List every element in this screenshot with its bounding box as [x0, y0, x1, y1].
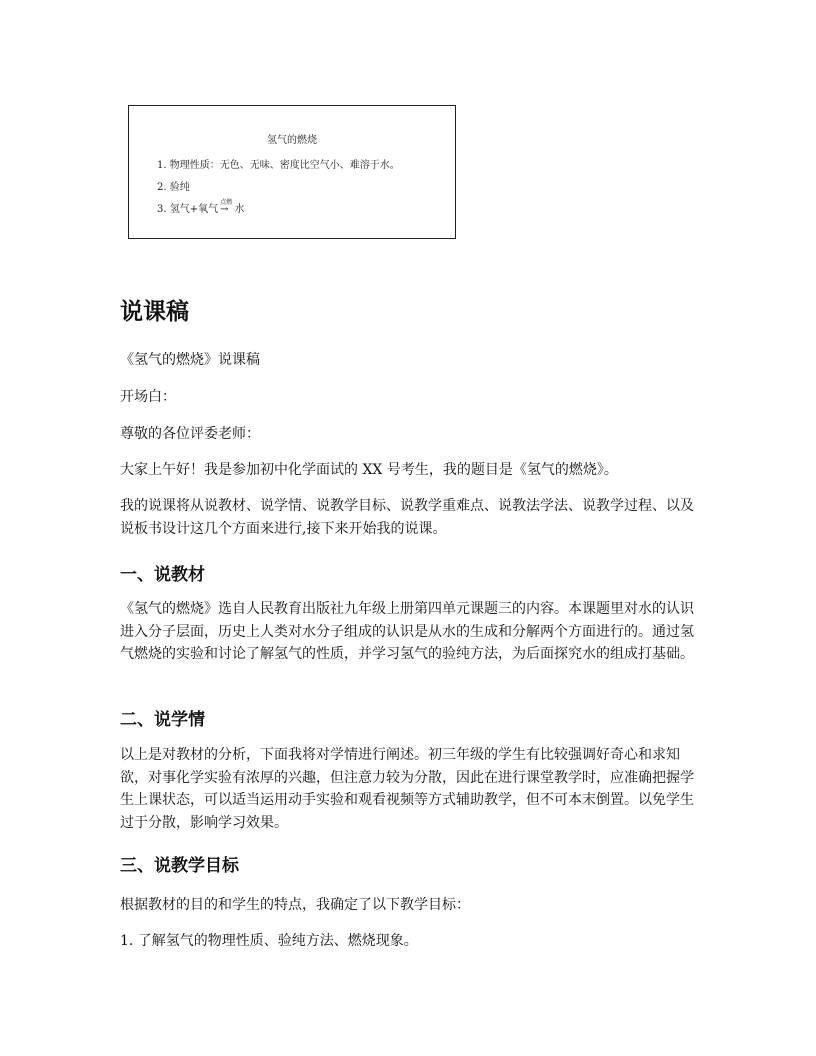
- section-3-heading: 三、说教学目标: [120, 856, 239, 876]
- page-title: 说课稿: [120, 299, 189, 325]
- section-2-heading: 二、说学情: [120, 710, 205, 730]
- reaction-condition: [218, 199, 234, 215]
- board-title: 氢气的燃烧: [267, 135, 317, 146]
- reaction-arrow: →: [220, 204, 229, 215]
- plan-paragraph: 我的说课将从说教材、说学情、说教学目标、说教学重难点、说教法学法、说教学过程、以及说板书设计这几个方面来进行,接下来开始我的说课。: [120, 498, 694, 537]
- section-2-paragraph: 以上是对教材的分析，下面我将对学情进行阐述。初三年级的学生有比较强调好奇心和求知欲，对事化学实验有浓厚的兴趣，但注意力较为分散，因此在进行课堂教学时，应准确把握学生上课状态，可以适当运用动手实验和观看视频等方式辅助教学，但不可本末倒置。以免学生过于分散，影响学习效果。: [120, 747, 694, 831]
- board-reaction-product: 水: [234, 204, 245, 215]
- board-reaction-reactants: 3. 氢气+氧气: [157, 204, 219, 215]
- opening-label: 开场白：: [120, 389, 176, 405]
- section-1-paragraph: 《氢气的燃烧》选自人民教育出版社九年级上册第四单元课题三的内容。本课题里对水的认识进入分子层面，历史上人类对水分子组成的认识是从水的生成和分解两个方面进行的。通过氢气燃烧的实验和讨论了解氢气的性质，并学习氢气的验纯方法，为后面探究水的组成打基础。: [120, 601, 694, 662]
- board-line-2: 2. 验纯: [157, 182, 190, 193]
- section-3-paragraph: 根据教材的目的和学生的特点，我确定了以下教学目标：: [120, 897, 470, 913]
- section-1-heading: 一、说教材: [120, 565, 205, 585]
- board-line-3: [157, 200, 245, 215]
- intro-paragraph: 大家上午好！我是参加初中化学面试的 XX 号考生，我的题目是《氢气的燃烧》。: [120, 462, 618, 478]
- greeting: 尊敬的各位评委老师：: [120, 426, 260, 442]
- board-line-1: 1. 物理性质：无色、无味、密度比空气小、难溶于水。: [157, 160, 400, 171]
- blackboard-image: [128, 105, 456, 239]
- reaction-condition-label: 点燃: [220, 199, 233, 206]
- goal-1: 1. 了解氢气的物理性质、验纯方法、燃烧现象。: [120, 933, 418, 949]
- doc-subtitle: 《氢气的燃烧》说课稿: [120, 352, 260, 368]
